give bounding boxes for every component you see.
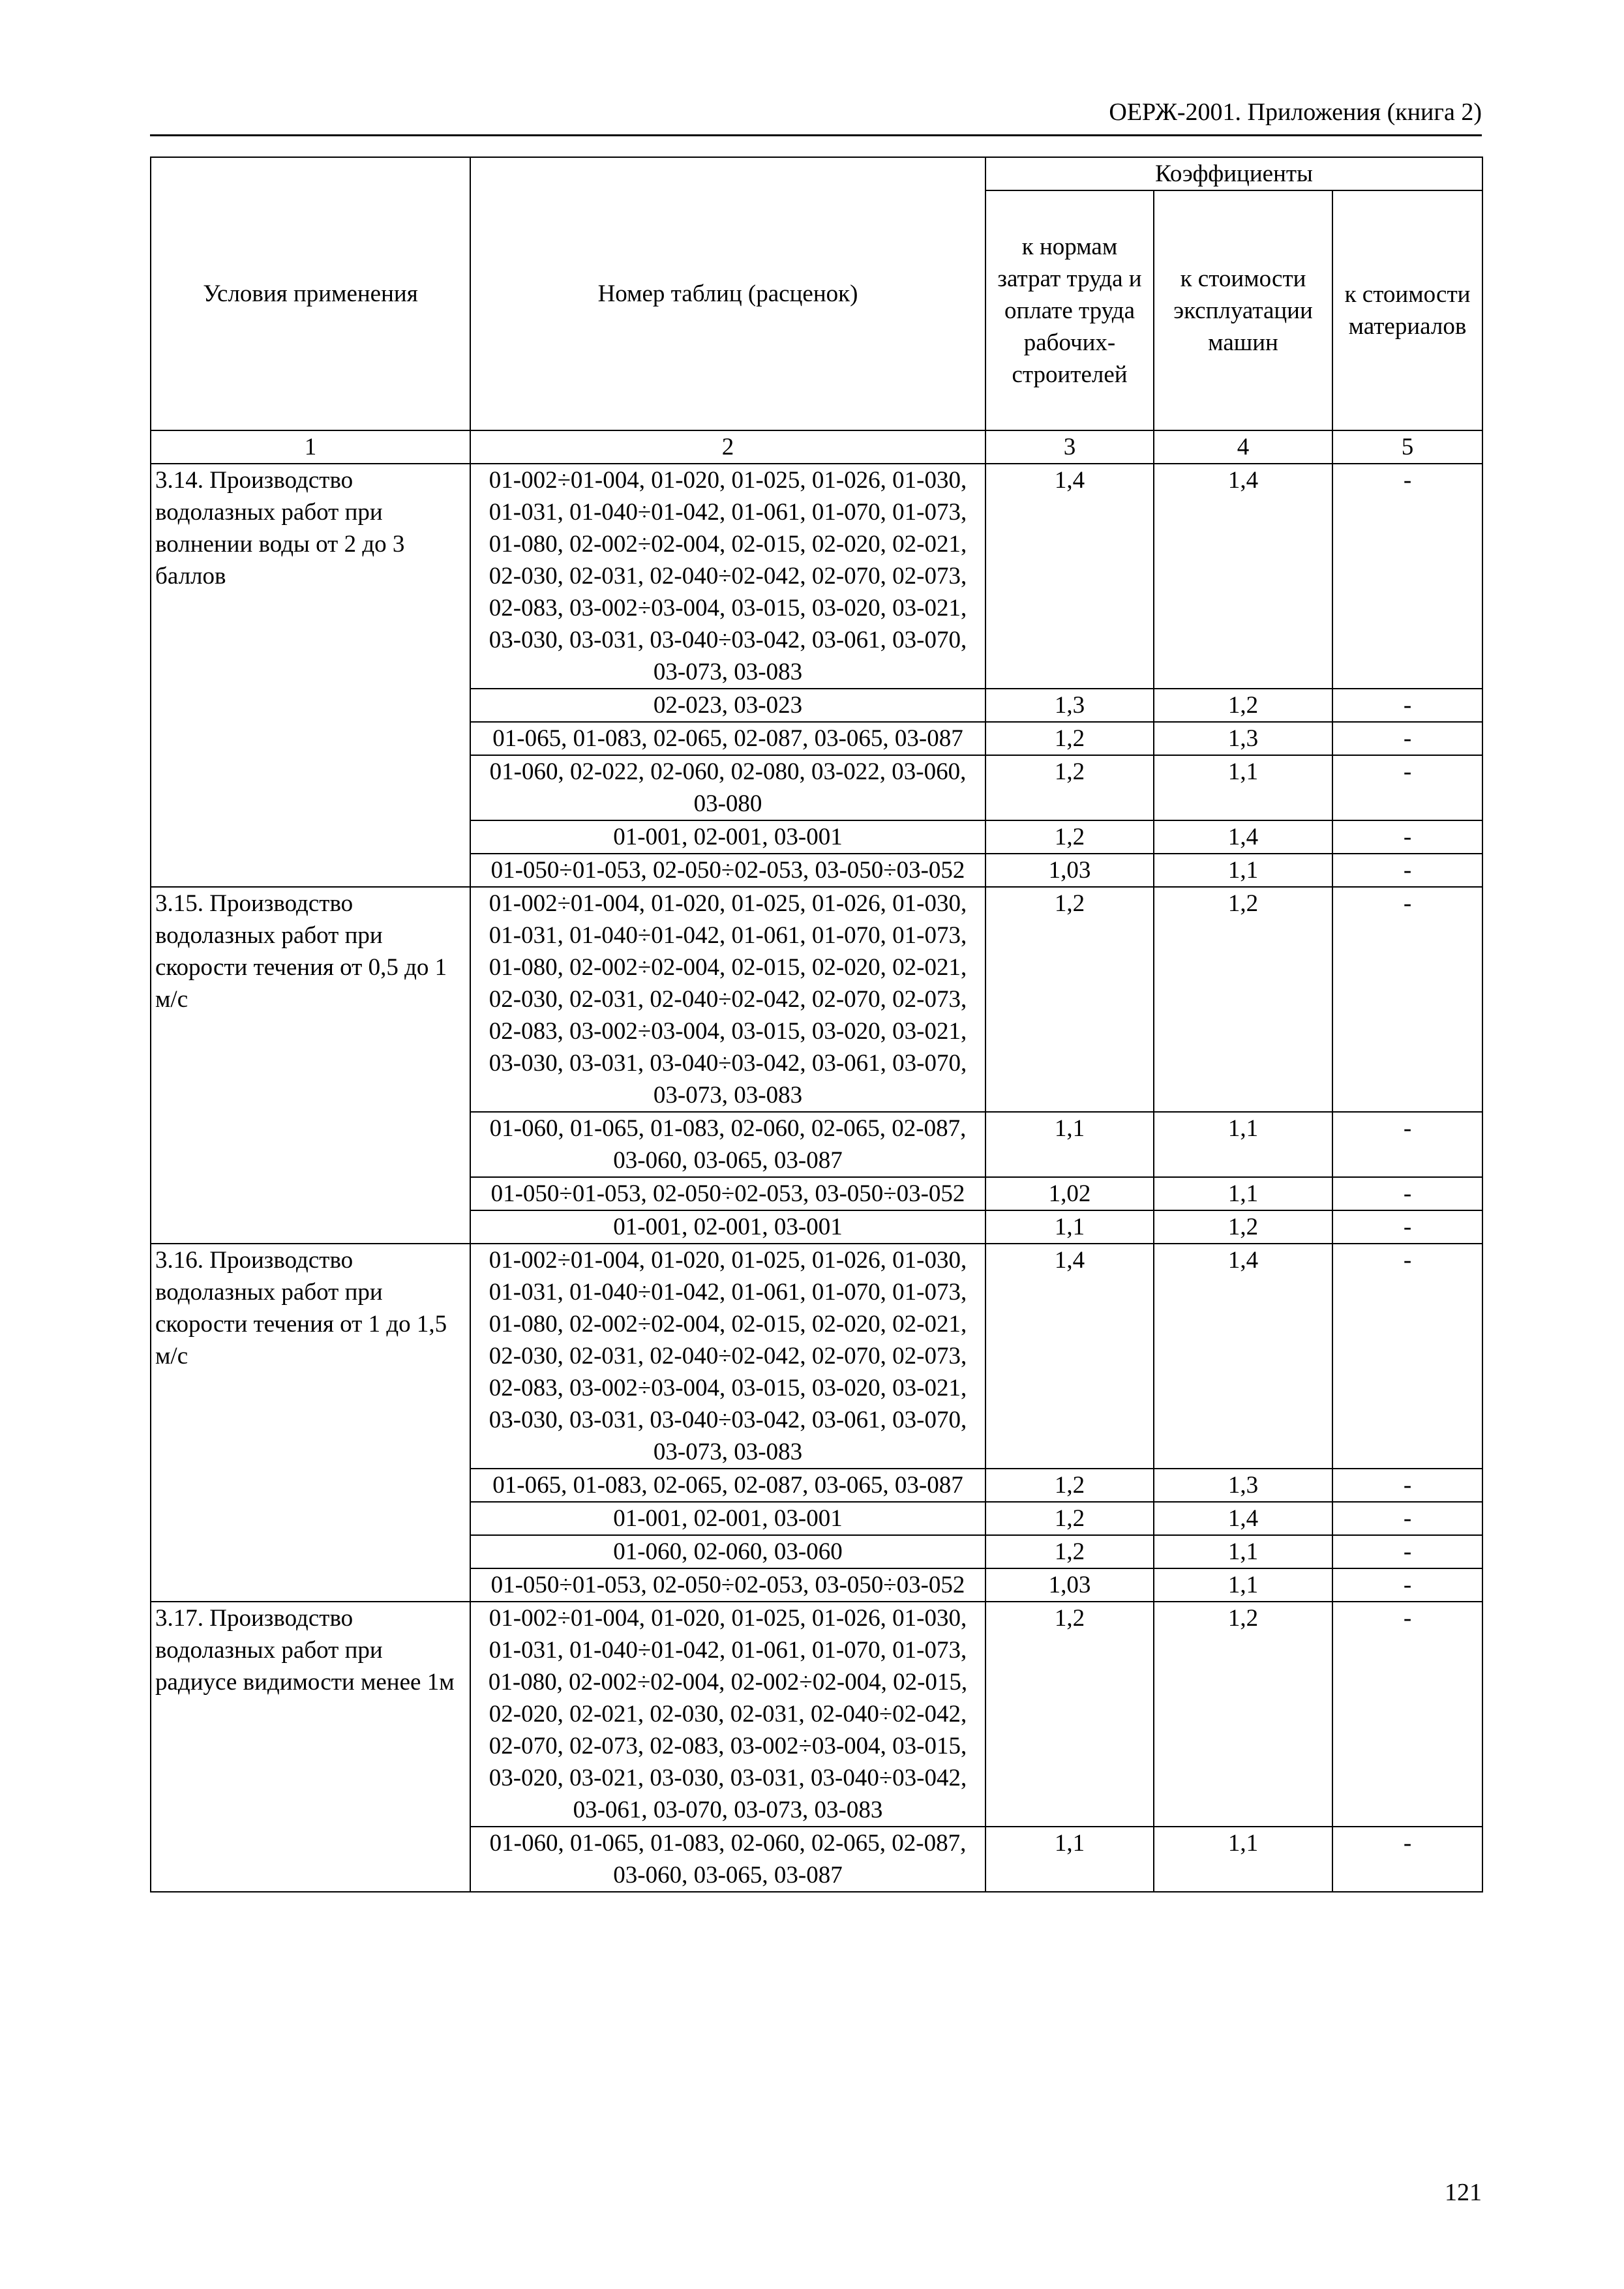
materials-coefficient-cell: - bbox=[1332, 1827, 1482, 1892]
machines-coefficient-cell: 1,2 bbox=[1154, 887, 1332, 1112]
machines-coefficient-cell: 1,1 bbox=[1154, 1827, 1332, 1892]
table-numbers-cell: 01-060, 01-065, 01-083, 02-060, 02-065, 02-087, 03-060, 03-065, 03-087 bbox=[470, 1827, 985, 1892]
machines-coefficient-cell: 1,4 bbox=[1154, 1502, 1332, 1535]
machines-coefficient-cell: 1,3 bbox=[1154, 1469, 1332, 1502]
table-numbers-cell: 01-050÷01-053, 02-050÷02-053, 03-050÷03-052 bbox=[470, 1177, 985, 1210]
machines-coefficient-cell: 1,4 bbox=[1154, 1244, 1332, 1469]
table-numbers-cell: 01-002÷01-004, 01-020, 01-025, 01-026, 01-030, 01-031, 01-040÷01-042, 01-061, 01-070, 01-073, 01-080, 02-002÷02-004, 02-015, 02-020, 02-021, 02-030, 02-031, 02-040÷02-042, 02-070, 02-073, 02-083, 03-002÷03-004, 03-015, 03-020, 03-021, 03-030, 03-031, 03-040÷03-042, 03-061, 03-070, 03-073, 03-083 bbox=[470, 1244, 985, 1469]
labor-coefficient-cell: 1,2 bbox=[985, 1502, 1154, 1535]
page-number: 121 bbox=[1445, 2179, 1482, 2206]
header-coefficients: Коэффициенты bbox=[985, 157, 1482, 190]
labor-coefficient-cell: 1,2 bbox=[985, 820, 1154, 854]
machines-coefficient-cell: 1,1 bbox=[1154, 1568, 1332, 1602]
table-numbers-cell: 01-050÷01-053, 02-050÷02-053, 03-050÷03-052 bbox=[470, 1568, 985, 1602]
condition-cell: 3.14. Производство водолазных работ при волнении воды от 2 до 3 баллов bbox=[151, 464, 470, 887]
machines-coefficient-cell: 1,2 bbox=[1154, 1602, 1332, 1827]
table-numbers-cell: 01-001, 02-001, 03-001 bbox=[470, 1210, 985, 1244]
column-number: 3 bbox=[985, 430, 1154, 464]
column-number: 4 bbox=[1154, 430, 1332, 464]
table-row bbox=[151, 887, 1482, 1112]
labor-coefficient-cell: 1,02 bbox=[985, 1177, 1154, 1210]
labor-coefficient-cell: 1,2 bbox=[985, 755, 1154, 820]
table-numbers-cell: 02-023, 03-023 bbox=[470, 689, 985, 722]
materials-coefficient-cell: - bbox=[1332, 1568, 1482, 1602]
labor-coefficient-cell: 1,1 bbox=[985, 1112, 1154, 1177]
labor-coefficient-cell: 1,3 bbox=[985, 689, 1154, 722]
table-row bbox=[151, 1244, 1482, 1469]
machines-coefficient-cell: 1,1 bbox=[1154, 1177, 1332, 1210]
materials-coefficient-cell: - bbox=[1332, 1602, 1482, 1827]
labor-coefficient-cell: 1,2 bbox=[985, 1469, 1154, 1502]
labor-coefficient-cell: 1,03 bbox=[985, 1568, 1154, 1602]
machines-coefficient-cell: 1,1 bbox=[1154, 1535, 1332, 1568]
materials-coefficient-cell: - bbox=[1332, 464, 1482, 689]
table-row bbox=[151, 464, 1482, 689]
labor-coefficient-cell: 1,1 bbox=[985, 1210, 1154, 1244]
materials-coefficient-cell: - bbox=[1332, 1177, 1482, 1210]
materials-coefficient-cell: - bbox=[1332, 689, 1482, 722]
labor-coefficient-cell: 1,03 bbox=[985, 854, 1154, 887]
materials-coefficient-cell: - bbox=[1332, 854, 1482, 887]
materials-coefficient-cell: - bbox=[1332, 1210, 1482, 1244]
machines-coefficient-cell: 1,2 bbox=[1154, 689, 1332, 722]
header-materials: к стоимости материалов bbox=[1332, 190, 1482, 430]
table-numbers-cell: 01-060, 01-065, 01-083, 02-060, 02-065, 02-087, 03-060, 03-065, 03-087 bbox=[470, 1112, 985, 1177]
machines-coefficient-cell: 1,4 bbox=[1154, 820, 1332, 854]
table-numbers-cell: 01-002÷01-004, 01-020, 01-025, 01-026, 01-030, 01-031, 01-040÷01-042, 01-061, 01-070, 01-073, 01-080, 02-002÷02-004, 02-002÷02-004, 02-015, 02-020, 02-021, 02-030, 02-031, 02-040÷02-042, 02-070, 02-073, 02-083, 03-002÷03-004, 03-015, 03-020, 03-021, 03-030, 03-031, 03-040÷03-042, 03-061, 03-070, 03-073, 03-083 bbox=[470, 1602, 985, 1827]
header-labor: к нормам затрат труда и оплате труда рабочих-строителей bbox=[985, 190, 1154, 430]
running-header bbox=[150, 98, 1482, 136]
header-machines: к стоимости эксплуатации машин bbox=[1154, 190, 1332, 430]
materials-coefficient-cell: - bbox=[1332, 1469, 1482, 1502]
labor-coefficient-cell: 1,2 bbox=[985, 887, 1154, 1112]
table-numbers-cell: 01-001, 02-001, 03-001 bbox=[470, 820, 985, 854]
labor-coefficient-cell: 1,4 bbox=[985, 464, 1154, 689]
materials-coefficient-cell: - bbox=[1332, 1502, 1482, 1535]
labor-coefficient-cell: 1,1 bbox=[985, 1827, 1154, 1892]
column-number: 2 bbox=[470, 430, 985, 464]
column-number: 5 bbox=[1332, 430, 1482, 464]
header-table-numbers: Номер таблиц (расценок) bbox=[470, 157, 985, 430]
table-header bbox=[151, 157, 1482, 464]
table-numbers-cell: 01-001, 02-001, 03-001 bbox=[470, 1502, 985, 1535]
machines-coefficient-cell: 1,1 bbox=[1154, 755, 1332, 820]
condition-cell: 3.15. Производство водолазных работ при скорости течения от 0,5 до 1 м/с bbox=[151, 887, 470, 1244]
materials-coefficient-cell: - bbox=[1332, 722, 1482, 755]
labor-coefficient-cell: 1,4 bbox=[985, 1244, 1154, 1469]
document-title: ОЕРЖ-2001. Приложения (книга 2) bbox=[1109, 98, 1482, 126]
labor-coefficient-cell: 1,2 bbox=[985, 1602, 1154, 1827]
materials-coefficient-cell: - bbox=[1332, 1112, 1482, 1177]
materials-coefficient-cell: - bbox=[1332, 887, 1482, 1112]
column-number: 1 bbox=[151, 430, 470, 464]
labor-coefficient-cell: 1,2 bbox=[985, 1535, 1154, 1568]
table-numbers-cell: 01-065, 01-083, 02-065, 02-087, 03-065, 03-087 bbox=[470, 1469, 985, 1502]
header-conditions: Условия применения bbox=[151, 157, 470, 430]
machines-coefficient-cell: 1,4 bbox=[1154, 464, 1332, 689]
machines-coefficient-cell: 1,3 bbox=[1154, 722, 1332, 755]
table-numbers-cell: 01-050÷01-053, 02-050÷02-053, 03-050÷03-052 bbox=[470, 854, 985, 887]
materials-coefficient-cell: - bbox=[1332, 1535, 1482, 1568]
labor-coefficient-cell: 1,2 bbox=[985, 722, 1154, 755]
column-numbers-row bbox=[151, 430, 1482, 464]
table-numbers-cell: 01-060, 02-060, 03-060 bbox=[470, 1535, 985, 1568]
table-row bbox=[151, 1602, 1482, 1827]
table-numbers-cell: 01-060, 02-022, 02-060, 02-080, 03-022, 03-060, 03-080 bbox=[470, 755, 985, 820]
materials-coefficient-cell: - bbox=[1332, 820, 1482, 854]
machines-coefficient-cell: 1,1 bbox=[1154, 1112, 1332, 1177]
table-numbers-cell: 01-002÷01-004, 01-020, 01-025, 01-026, 01-030, 01-031, 01-040÷01-042, 01-061, 01-070, 01-073, 01-080, 02-002÷02-004, 02-015, 02-020, 02-021, 02-030, 02-031, 02-040÷02-042, 02-070, 02-073, 02-083, 03-002÷03-004, 03-015, 03-020, 03-021, 03-030, 03-031, 03-040÷03-042, 03-061, 03-070, 03-073, 03-083 bbox=[470, 464, 985, 689]
coefficients-table bbox=[150, 157, 1483, 1893]
machines-coefficient-cell: 1,2 bbox=[1154, 1210, 1332, 1244]
condition-cell: 3.16. Производство водолазных работ при скорости течения от 1 до 1,5 м/с bbox=[151, 1244, 470, 1602]
table-numbers-cell: 01-065, 01-083, 02-065, 02-087, 03-065, 03-087 bbox=[470, 722, 985, 755]
materials-coefficient-cell: - bbox=[1332, 1244, 1482, 1469]
table-numbers-cell: 01-002÷01-004, 01-020, 01-025, 01-026, 01-030, 01-031, 01-040÷01-042, 01-061, 01-070, 01-073, 01-080, 02-002÷02-004, 02-015, 02-020, 02-021, 02-030, 02-031, 02-040÷02-042, 02-070, 02-073, 02-083, 03-002÷03-004, 03-015, 03-020, 03-021, 03-030, 03-031, 03-040÷03-042, 03-061, 03-070, 03-073, 03-083 bbox=[470, 887, 985, 1112]
table-body bbox=[151, 464, 1482, 1892]
machines-coefficient-cell: 1,1 bbox=[1154, 854, 1332, 887]
condition-cell: 3.17. Производство водолазных работ при радиусе видимости менее 1м bbox=[151, 1602, 470, 1892]
materials-coefficient-cell: - bbox=[1332, 755, 1482, 820]
